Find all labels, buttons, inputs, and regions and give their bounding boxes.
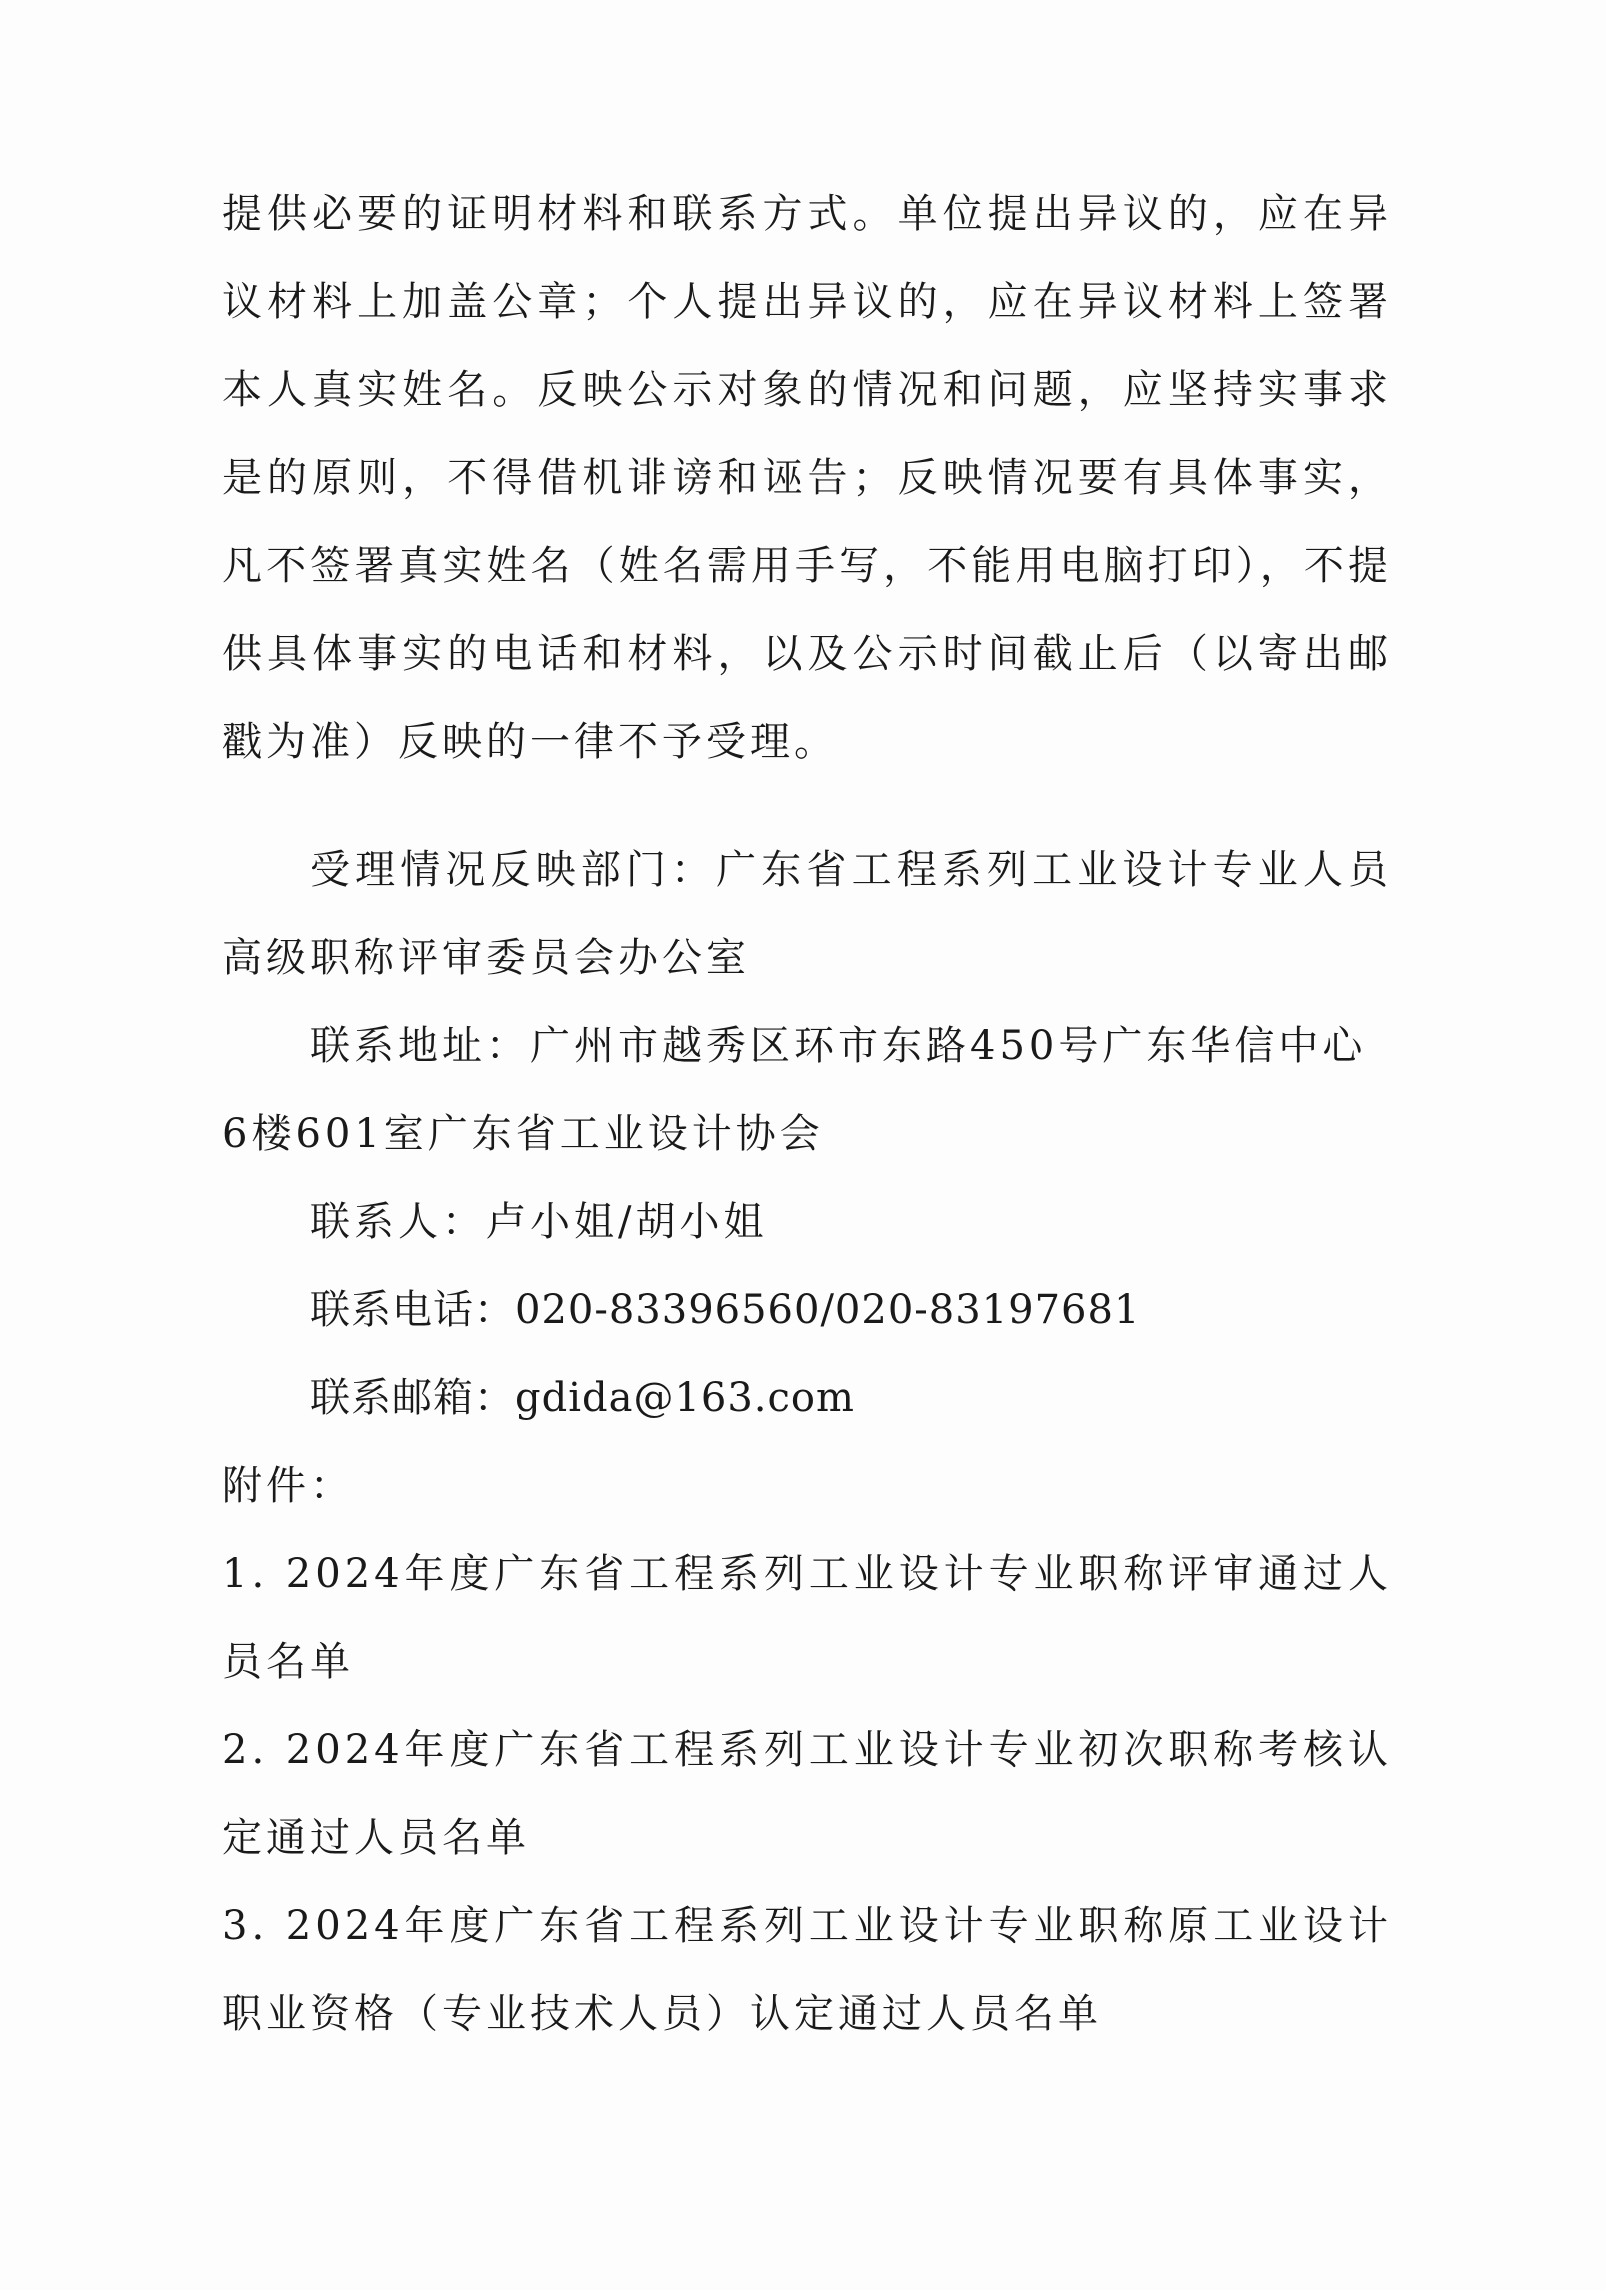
contact-department: 受理情况反映部门：广东省工程系列工业设计专业人员高级职称评审委员会办公室 — [222, 847, 1392, 981]
objection-rules-paragraph: 提供必要的证明材料和联系方式。单位提出异议的，应在异议材料上加盖公章；个人提出异议的，应在异议材料上签署本人真实姓名。反映公示对象的情况和问题，应坚持实事求是的原则，不得借机诽谤和诬告；反映情况要有具体事实，凡不签署真实姓名（姓名需用手写，不能用电脑打印），不提供具体事实的电话和材料，以及公示时间截止后（以寄出邮戳为准）反映的一律不予受理。 — [222, 191, 1392, 765]
document-body — [222, 170, 1392, 2058]
attachment-item-1: 1. 2024年度广东省工程系列工业设计专业职称评审通过人员名单 — [222, 1551, 1392, 1685]
contact-address: 联系地址：广州市越秀区环市东路450号广东华信中心6楼601室广东省工业设计协会 — [222, 1023, 1367, 1157]
contact-email: 联系邮箱：gdida@163.com — [310, 1375, 855, 1421]
attachments-title: 附件： — [222, 1463, 354, 1509]
contact-phone: 联系电话：020-83396560/020-83197681 — [310, 1287, 1141, 1333]
contact-person: 联系人：卢小姐/胡小姐 — [310, 1199, 768, 1245]
attachment-item-3: 3. 2024年度广东省工程系列工业设计专业职称原工业设计职业资格（专业技术人员）认定通过人员名单 — [222, 1903, 1392, 2037]
attachment-item-2: 2. 2024年度广东省工程系列工业设计专业初次职称考核认定通过人员名单 — [222, 1727, 1392, 1861]
